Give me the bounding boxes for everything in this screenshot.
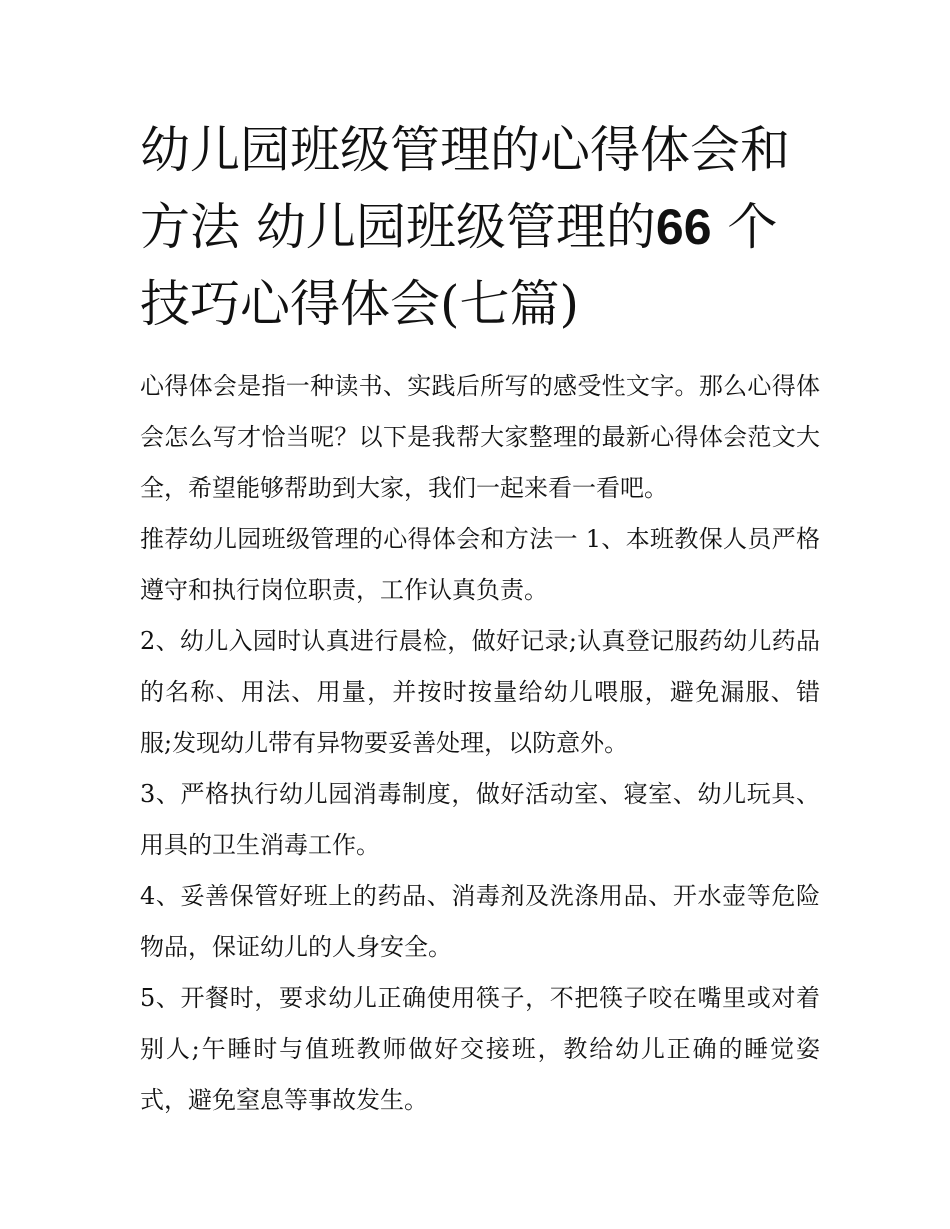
- document-content: [140, 112, 820, 1126]
- title-line-2c: 个: [711, 198, 778, 256]
- paragraph-intro: 心得体会是指一种读书、实践后所写的感受性文字。那么心得体会怎么写才恰当呢？以下是我帮大家整理的最新心得体会范文大全，希望能够帮助到大家，我们一起来看一看吧。: [140, 372, 820, 502]
- title-line-3: 技巧心得体会(七篇): [140, 275, 580, 333]
- title-number: 66: [655, 199, 712, 255]
- document-body: [140, 361, 820, 1126]
- paragraph-item-4: 4、妥善保管好班上的药品、消毒剂及洗涤用品、开水壶等危险物品，保证幼儿的人身安全。: [140, 882, 820, 961]
- paragraph-item-2: 2、幼儿入园时认真进行晨检，做好记录;认真登记服药幼儿药品的名称、用法、用量，并按时按量给幼儿喂服，避免漏服、错服;发现幼儿带有异物要妥善处理，以防意外。: [140, 627, 820, 757]
- document-title: [140, 112, 820, 343]
- paragraph-item-3: 3、严格执行幼儿园消毒制度，做好活动室、寝室、幼儿玩具、用具的卫生消毒工作。: [140, 780, 820, 859]
- paragraph-item-5: 5、开餐时，要求幼儿正确使用筷子，不把筷子咬在嘴里或对着别人;午睡时与值班教师做好交接班，教给幼儿正确的睡觉姿式，避免窒息等事故发生。: [140, 984, 820, 1114]
- paragraph-item-1: 推荐幼儿园班级管理的心得体会和方法一 1、本班教保人员严格遵守和执行岗位职责，工作认真负责。: [140, 525, 820, 604]
- title-line-1: 幼儿园班级管理的心得体会和: [140, 121, 790, 179]
- title-line-2a: 方法 幼儿园班级管理的: [140, 198, 656, 256]
